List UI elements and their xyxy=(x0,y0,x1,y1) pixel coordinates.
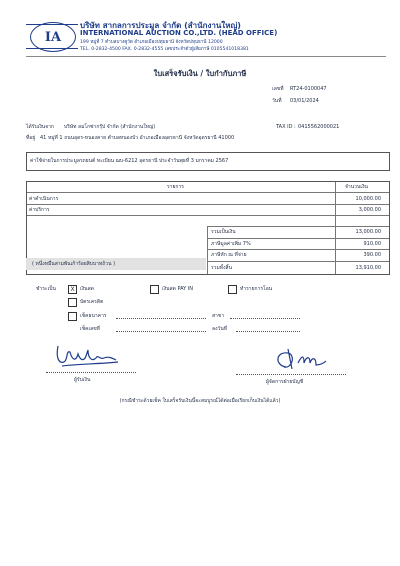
cash-checkbox[interactable] xyxy=(68,285,77,294)
totals-rule-top xyxy=(207,226,389,227)
payment-label: ชำระเป็น xyxy=(36,286,56,292)
vat-amount: 910.00 xyxy=(363,241,381,247)
company-name-thai: บริษัท สากลการประมูล จำกัด (สำนักงานใหญ่) xyxy=(80,21,241,30)
logo-text: IA xyxy=(44,29,62,45)
cheque-date-label: ลงวันที่ xyxy=(212,326,228,332)
cheque-date-line xyxy=(236,331,300,332)
doc-number-label: เลขที่ xyxy=(272,86,284,92)
footer-note: (กรณีชำระด้วยเช็ค ใบเสร็จรับเงินนี้จะสมบูรณ์ได้ต่อเมื่อเรียกเก็บเงินได้แล้ว) xyxy=(119,398,281,404)
vat-label: ภาษีมูลค่าเพิ่ม 7% xyxy=(211,241,251,247)
amount-in-words: ( หนึ่งหมื่นสามพันเก้าร้อยสิบบาทถ้วน ) xyxy=(32,261,116,267)
logo-rule-bottom xyxy=(26,48,78,49)
table-header-item: รายการ xyxy=(167,184,184,190)
customer-address-label: ที่อยู่ xyxy=(26,135,36,141)
cash-label: เงินสด xyxy=(80,286,94,292)
customer-address-value: 41 หมู่ที่ 1 ถนนอุดร-หนองคาย ตำบลหนองบัว อำเภอเมืองอุดรธานี จังหวัดอุดรธานี 41000 xyxy=(40,135,235,141)
document-title: ใบเสร็จรับเงิน / ใบกำกับภาษี xyxy=(153,69,247,78)
tax-id-value: 0415562000021 xyxy=(298,124,340,130)
grand-total-amount: 13,910.00 xyxy=(355,265,381,271)
table-row-item: ค่าบริการ xyxy=(29,207,50,213)
credit-card-label: บัตรเครดิต xyxy=(80,299,104,305)
doc-number-value: RT24-0100047 xyxy=(290,86,327,92)
cheque-number-line xyxy=(116,331,206,332)
description-text: ค่าใช้จ่ายในการประมูลรถยนต์ ทะเบียน ฌบ-6212 อุดรธานี ประจำวันพุธที่ 3 มกราคม 2567 xyxy=(30,158,229,164)
tax-id-label: TAX ID : xyxy=(276,124,296,130)
cheque-bank-line xyxy=(116,318,206,319)
doc-date-label: วันที่ xyxy=(272,98,282,104)
doc-date-value: 03/01/2024 xyxy=(290,98,319,104)
received-from-label: ได้รับเงินจาก xyxy=(26,124,54,130)
grand-total-label: รวมทั้งสิ้น xyxy=(211,265,232,271)
cash-check-mark: X xyxy=(70,286,75,293)
receiver-signature xyxy=(54,340,124,370)
table-row-amount: 10,000.00 xyxy=(355,196,381,202)
withholding-tax-amount: 390.00 xyxy=(363,252,381,258)
description-box xyxy=(26,152,390,171)
totals-rule-1 xyxy=(207,238,389,239)
table-row-item: ค่าดำเนินการ xyxy=(29,196,59,202)
amount-in-words-band xyxy=(26,258,206,270)
receiver-signature-line xyxy=(46,372,136,373)
authorized-signature-line xyxy=(236,374,346,375)
table-row-amount: 3,000.00 xyxy=(358,207,381,213)
cheque-number-label: เช็คเลขที่ xyxy=(80,326,100,332)
totals-rule-3 xyxy=(207,261,389,262)
cheque-bank-label: เช็คธนาคาร xyxy=(80,313,107,319)
branch-label: สาขา xyxy=(212,313,225,319)
authorized-signature-label: ผู้จัดการฝ่ายบัญชี xyxy=(266,379,304,385)
subtotal-amount: 13,000.00 xyxy=(355,229,381,235)
header-divider xyxy=(26,56,386,57)
subtotal-label: รวมเป็นเงิน xyxy=(211,229,236,235)
totals-rule-2 xyxy=(207,249,389,250)
withholding-tax-label: ภาษีหัก ณ ที่จ่าย xyxy=(211,252,247,258)
pay-in-checkbox[interactable] xyxy=(150,285,159,294)
receiver-signature-label: ผู้รับเงิน xyxy=(74,377,91,383)
cheque-checkbox[interactable] xyxy=(68,312,77,321)
transfer-label: ทำรายการโอน xyxy=(240,286,273,292)
totals-left-rule xyxy=(207,226,208,274)
company-name-english: INTERNATIONAL AUCTION CO.,LTD. (HEAD OFFICE) xyxy=(80,29,278,37)
credit-card-checkbox[interactable] xyxy=(68,298,77,307)
received-from-value: บริษัท ลมโกซ่ากรุ๊ป จำกัด (สำนักงานใหญ่) xyxy=(64,124,156,130)
authorized-signature xyxy=(270,343,330,373)
transfer-checkbox[interactable] xyxy=(228,285,237,294)
table-header-amount: จำนวนเงิน xyxy=(345,184,368,190)
company-contact: TEL. 0-2832-4500 FAX. 0-2832-4555 เลขประจำตัวผู้เสียภาษี 0105541018381 xyxy=(80,47,249,52)
company-address: 199 หมู่ที่ 7 ตำบลบางคูวัด อำเภอเมืองปทุมธานี จังหวัดปทุมธานี 12000 xyxy=(80,40,223,45)
pay-in-label: เงินสด PAY IN xyxy=(162,286,194,292)
branch-line xyxy=(230,318,300,319)
